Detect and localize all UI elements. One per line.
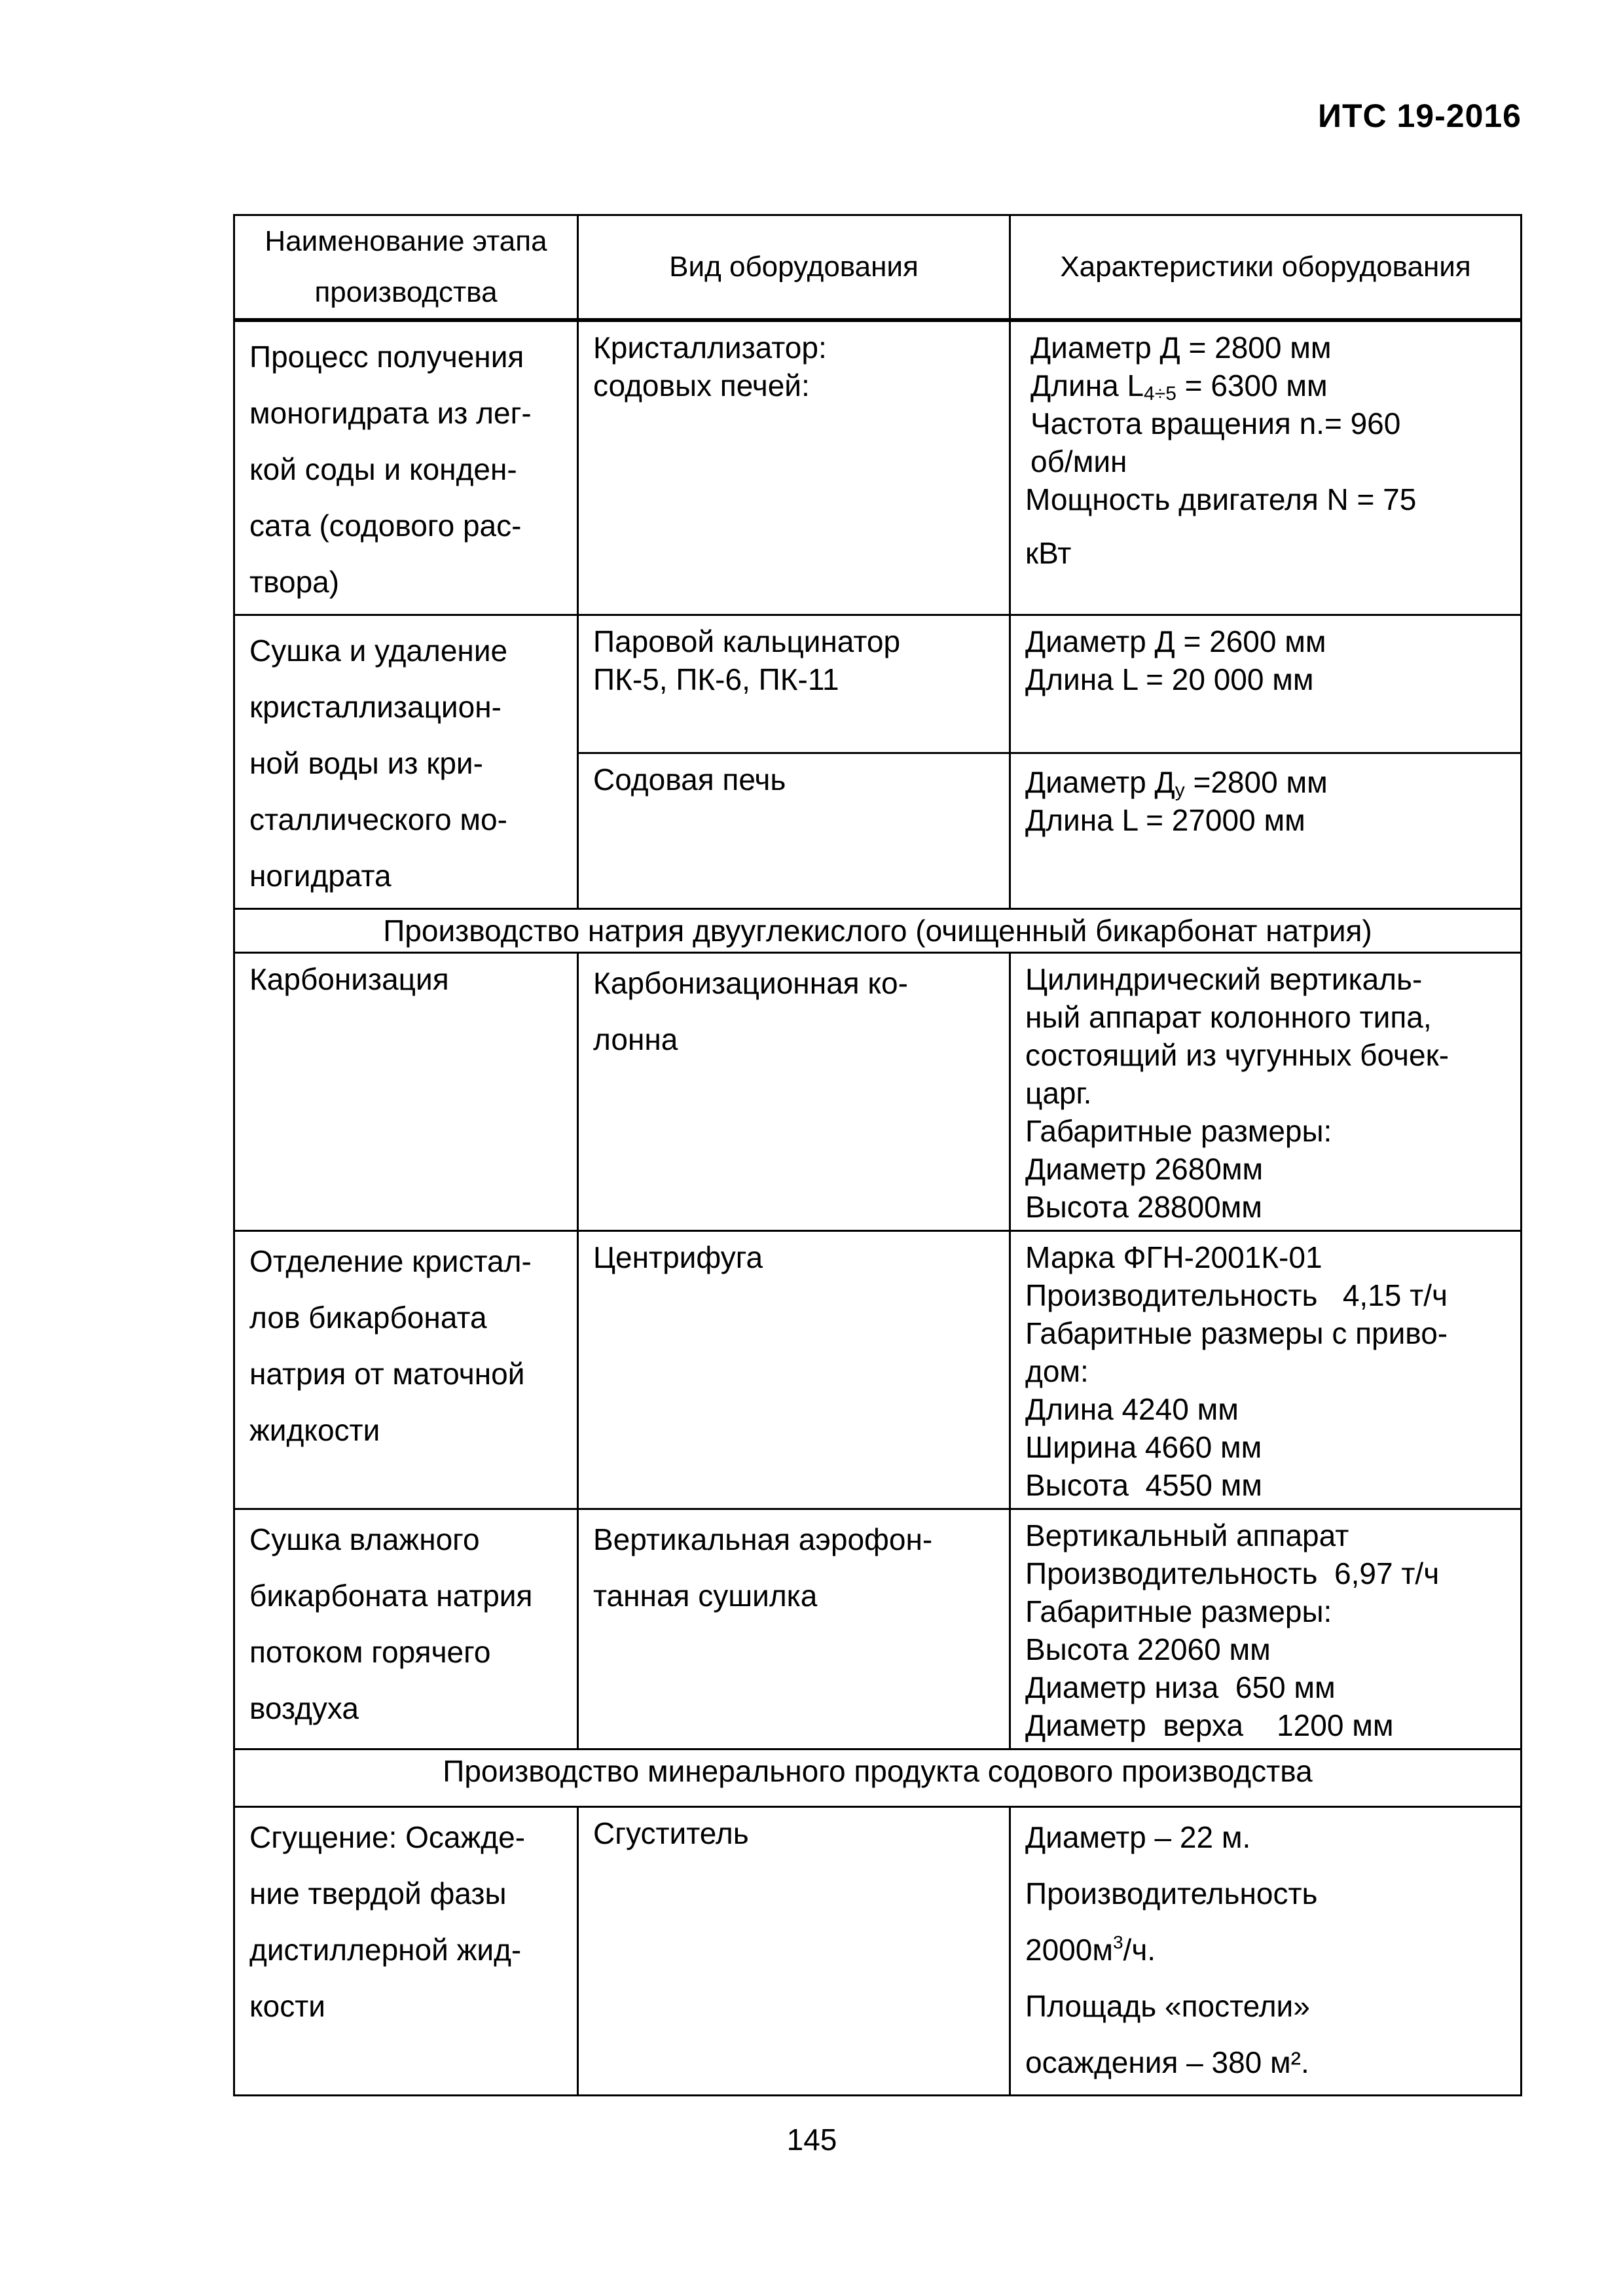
- page-number: 145: [786, 2123, 837, 2157]
- characteristics-cell: [1010, 1231, 1522, 1509]
- cell-line: Марка ФГН-2001К-01: [1025, 1240, 1322, 1274]
- cell-line: состоящий из чугунных бочек-: [1025, 1038, 1450, 1072]
- cell-line: Длина 4240 мм: [1025, 1392, 1239, 1426]
- cell-line: сталлического мо-: [249, 802, 507, 836]
- cell-line: Сгуститель: [593, 1816, 749, 1850]
- cell-line: дом:: [1025, 1354, 1089, 1388]
- cell-line: Диаметр 2680мм: [1025, 1152, 1264, 1186]
- table-row: [234, 320, 1522, 615]
- cell-line: Сушка и удаление: [249, 634, 508, 668]
- cell-line: Диаметр $Д_у =2800$ мм: [1025, 765, 1328, 802]
- cell-line: дистиллерной жид-: [249, 1933, 522, 1967]
- cell-line: лов бикарбоната: [249, 1300, 487, 1335]
- table-row: [234, 615, 1522, 753]
- cell-line: Производительность 4,15 т/ч: [1025, 1278, 1448, 1312]
- cell-line: танная сушилка: [593, 1579, 818, 1613]
- equipment-cell: [578, 1807, 1010, 2096]
- cell-line: кристаллизацион-: [249, 690, 501, 724]
- column-header-equipment: Вид оборудования: [578, 215, 1010, 321]
- cell-line: Высота 22060 мм: [1025, 1632, 1271, 1666]
- characteristics-cell: [1010, 320, 1522, 615]
- cell-line: кой соды и конден-: [249, 452, 517, 486]
- cell-line: Вертикальный аппарат: [1025, 1518, 1349, 1552]
- cell-line: ной воды из кри-: [249, 746, 483, 780]
- cell-line: бикарбоната натрия: [249, 1579, 533, 1613]
- cell-line: Производительность 6,97 т/ч: [1025, 1556, 1440, 1590]
- stage-cell: [234, 1807, 578, 2096]
- characteristics-cell: [1010, 615, 1522, 753]
- stage-cell: [234, 1509, 578, 1749]
- cell-line: Длина L = 27000 мм: [1025, 803, 1305, 838]
- table-row: [234, 1509, 1522, 1749]
- equipment-cell: [578, 953, 1010, 1231]
- cell-line: Высота 4550 мм: [1025, 1468, 1262, 1502]
- cell-line: Содовая печь: [593, 762, 786, 797]
- cell-line: воздуха: [249, 1691, 359, 1725]
- cell-line: твора): [249, 565, 340, 599]
- cell-line: моногидрата из лег-: [249, 396, 532, 430]
- cell-line: ногидрата: [249, 859, 392, 893]
- cell-line: натрия от маточной: [249, 1357, 525, 1391]
- characteristics-cell: [1010, 1807, 1522, 2096]
- cell-line: Мощность двигателя N = 75: [1025, 482, 1417, 516]
- cell-line: осаждения – 380 м².: [1025, 2045, 1309, 2079]
- cell-line: ПК-5, ПК-6, ПК-11: [593, 662, 839, 696]
- document-code: ИТС 19-2016: [1318, 98, 1522, 134]
- cell-line: Сушка влажного: [249, 1522, 480, 1556]
- cell-line: Высота 28800мм: [1025, 1190, 1262, 1224]
- cell-line: Производительность: [1025, 1876, 1318, 1910]
- cell-line: Кристаллизатор:: [593, 331, 827, 365]
- equipment-cell: [578, 1231, 1010, 1509]
- cell-line: кости: [249, 1989, 325, 2023]
- cell-line: Габаритные размеры:: [1025, 1594, 1332, 1628]
- characteristics-cell: [1010, 753, 1522, 909]
- equipment-table: [233, 214, 1522, 2096]
- equipment-cell: [578, 615, 1010, 753]
- table-row: [234, 953, 1522, 1231]
- cell-line: Диаметр верха 1200 мм: [1025, 1708, 1394, 1742]
- column-header-characteristics: Характеристики оборудования: [1010, 215, 1522, 321]
- cell-line: ный аппарат колонного типа,: [1025, 1000, 1432, 1034]
- section-row: [234, 909, 1522, 953]
- cell-line: Вертикальная аэрофон-: [593, 1522, 933, 1556]
- equipment-cell: [578, 320, 1010, 615]
- cell-line: Частота вращения n.= 960: [1030, 406, 1401, 440]
- cell-line: жидкости: [249, 1413, 380, 1447]
- cell-line: Сгущение: Осажде-: [249, 1820, 526, 1854]
- cell-line: Габаритные размеры:: [1025, 1114, 1332, 1148]
- table-header-row: [234, 215, 1522, 321]
- cell-line: Отделение кристал-: [249, 1244, 532, 1278]
- cell-line: Диаметр – 22 м.: [1025, 1820, 1251, 1854]
- cell-line: содовых печей:: [593, 368, 810, 403]
- equipment-cell: [578, 1509, 1010, 1749]
- cell-line: Карбонизационная ко-: [593, 966, 908, 1000]
- cell-line: Диаметр Д = 2600 мм: [1025, 624, 1326, 658]
- stage-cell: [234, 953, 578, 1231]
- table-row: [234, 1231, 1522, 1509]
- cell-line: Длина $L_{4\div 5} = 6300$ мм: [1030, 368, 1328, 404]
- stage-cell: [234, 320, 578, 615]
- characteristics-cell: [1010, 953, 1522, 1231]
- section-title: Производство натрия двууглекислого (очищенный бикарбонат натрия): [234, 909, 1522, 953]
- column-header-stage: Наименование этапа производства: [234, 215, 578, 321]
- section-title: Производство минерального продукта содового производства: [234, 1749, 1522, 1807]
- cell-line: Габаритные размеры с приво-: [1025, 1316, 1448, 1350]
- cell-line: Цилиндрический вертикаль-: [1025, 962, 1423, 996]
- cell-line: Длина L = 20 000 мм: [1025, 662, 1314, 696]
- characteristics-cell: [1010, 1509, 1522, 1749]
- table-row: [234, 1807, 1522, 2096]
- cell-line: об/мин: [1030, 444, 1127, 478]
- cell-line: кВт: [1025, 536, 1072, 570]
- stage-cell: [234, 615, 578, 909]
- cell-line: потоком горячего: [249, 1635, 491, 1669]
- stage-cell: [234, 1231, 578, 1509]
- cell-line: Процесс получения: [249, 340, 524, 374]
- cell-line: Диаметр низа 650 мм: [1025, 1670, 1336, 1704]
- cell-line: царг.: [1025, 1076, 1092, 1110]
- cell-line: Карбонизация: [249, 962, 449, 996]
- cell-line: Диаметр Д = 2800 мм: [1030, 331, 1332, 365]
- cell-line: Паровой кальцинатор: [593, 624, 901, 658]
- cell-line: ние твердой фазы: [249, 1876, 507, 1910]
- equipment-cell: [578, 753, 1010, 909]
- cell-line: Ширина 4660 мм: [1025, 1430, 1262, 1464]
- cell-line: сата (содового рас-: [249, 509, 522, 543]
- cell-line: Центрифуга: [593, 1240, 763, 1274]
- cell-line: $2000м^3/ч$.: [1025, 1932, 1156, 1967]
- section-row: [234, 1749, 1522, 1807]
- cell-line: Площадь «постели»: [1025, 1989, 1310, 2023]
- cell-line: лонна: [593, 1022, 678, 1056]
